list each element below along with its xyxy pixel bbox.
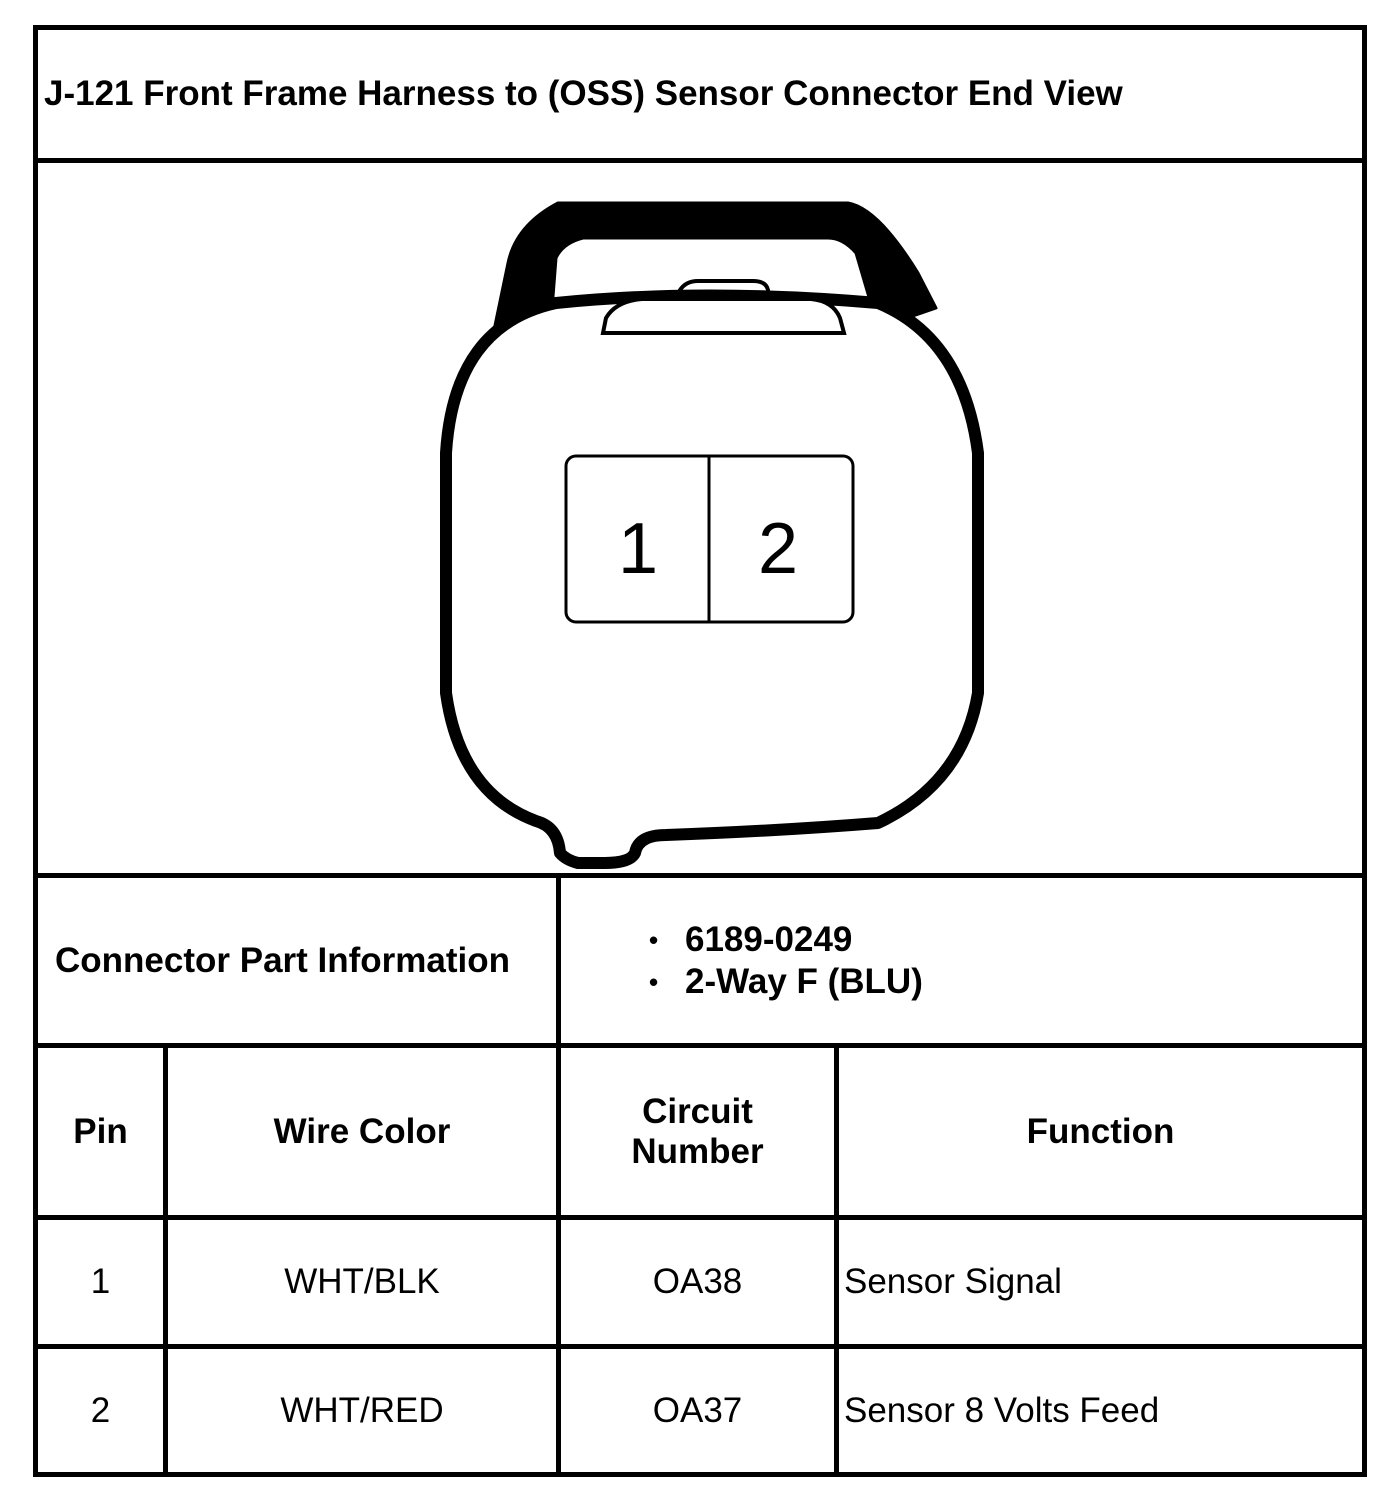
header-wire-color: Wire Color: [273, 1111, 451, 1151]
page-title: J-121 Front Frame Harness to (OSS) Sensor Connector End View: [44, 74, 1123, 113]
connector-end-view-diagram: [38, 163, 1362, 875]
header-pin: Pin: [73, 1111, 128, 1151]
part-info-values-cell: [561, 878, 1362, 1043]
part-number: • 6189-0249: [649, 919, 923, 961]
row-2-pin: 2: [90, 1390, 111, 1430]
connector-top-tab: [603, 299, 844, 333]
row-2-wire-color: WHT/RED: [280, 1390, 444, 1430]
header-circuit-line2: Number: [631, 1131, 764, 1171]
cavity-2-label: 2: [757, 509, 799, 589]
part-info-label-cell: [38, 878, 556, 1043]
row-1-pin: 1: [90, 1262, 111, 1301]
divider: [556, 1048, 561, 1472]
row-1-wire-color: WHT/BLK: [284, 1262, 440, 1301]
row-1-function: Sensor Signal: [844, 1262, 1062, 1301]
connector-sheet: [33, 25, 1367, 1477]
part-info-label: Connector Part Information: [55, 940, 511, 980]
part-info-list: [649, 919, 923, 1003]
connector-description: • 2-Way F (BLU): [649, 961, 923, 1003]
row-2-function: Sensor 8 Volts Feed: [844, 1390, 1160, 1430]
row-2-circuit: OA37: [652, 1390, 743, 1430]
divider: [163, 1048, 168, 1472]
header-circuit-line1: Circuit: [642, 1091, 753, 1131]
row-1-circuit: OA38: [652, 1262, 743, 1301]
header-circuit-number: [561, 1048, 834, 1215]
divider: [834, 1048, 839, 1472]
header-function: Function: [1026, 1111, 1175, 1151]
cavity-1-label: 1: [617, 509, 659, 589]
